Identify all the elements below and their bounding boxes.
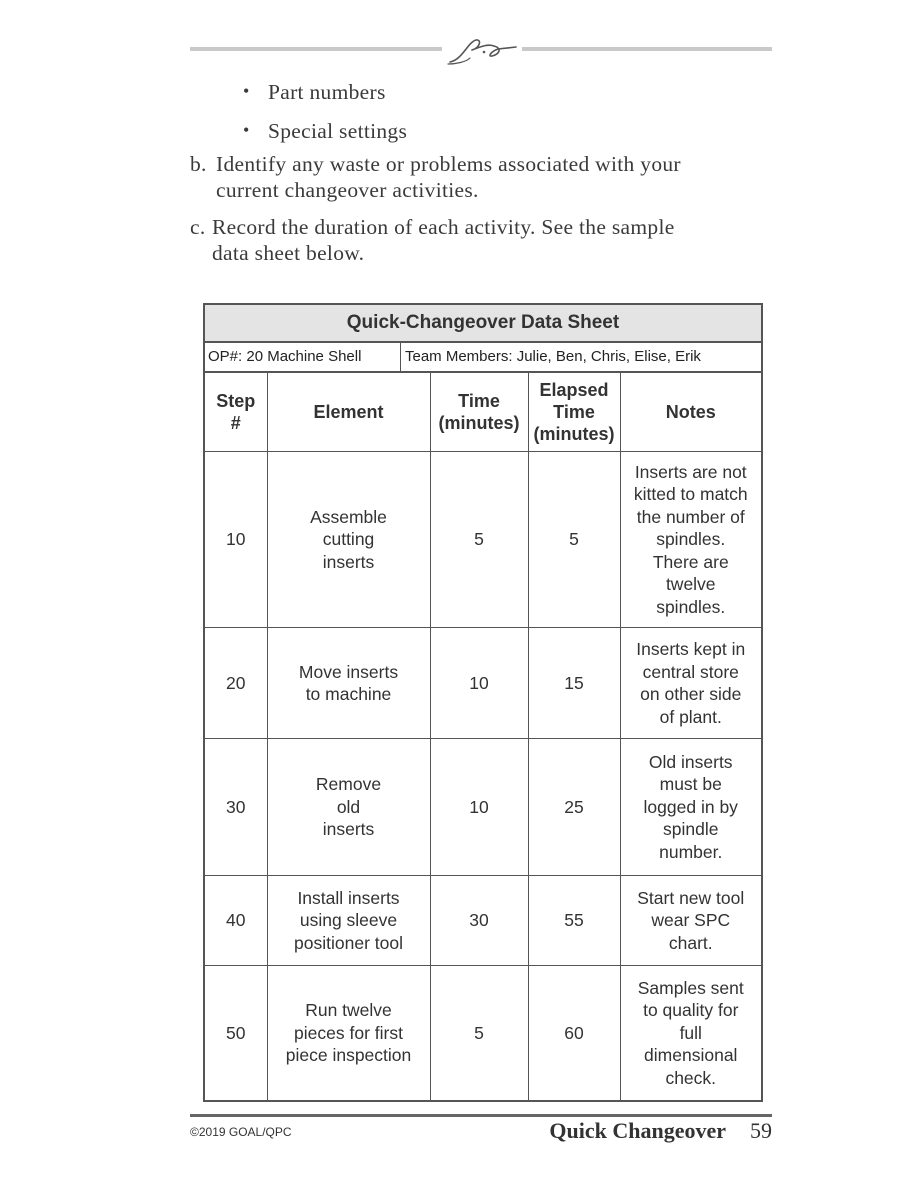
cell-elapsed: 60	[528, 966, 620, 1100]
table-row	[205, 452, 761, 628]
cell-element: Assemble cutting inserts	[267, 452, 430, 628]
cell-notes: Inserts kept in central store on other side of plant.	[620, 628, 761, 739]
team-members: Team Members: Julie, Ben, Chris, Elise, Erik	[405, 348, 701, 365]
table-row	[205, 628, 761, 739]
cell-step: 50	[205, 966, 267, 1100]
cell-element: Move inserts to machine	[267, 628, 430, 739]
cell-time: 5	[430, 452, 528, 628]
cell-notes: Old inserts must be logged in by spindle number.	[620, 739, 761, 876]
cell-time: 10	[430, 739, 528, 876]
bullet-text: Special settings	[268, 119, 408, 143]
paragraph-marker: b.	[190, 152, 207, 176]
paragraph-text: Identify any waste or problems associated with your	[216, 152, 681, 176]
cell-time: 5	[430, 966, 528, 1100]
table-row	[205, 966, 761, 1100]
paragraph-c	[190, 214, 772, 270]
changeover-data-sheet	[203, 303, 763, 1102]
copyright-text: ©2019 GOAL/QPC	[190, 1125, 292, 1139]
data-table	[205, 373, 761, 1100]
cell-step: 40	[205, 876, 267, 966]
cell-elapsed: 55	[528, 876, 620, 966]
paragraph-text: data sheet below.	[212, 241, 365, 265]
flourish-ornament-icon	[442, 34, 522, 70]
cell-element: Install inserts using sleeve positioner tool	[267, 876, 430, 966]
cell-step: 30	[205, 739, 267, 876]
book-title: Quick Changeover	[549, 1118, 726, 1143]
cell-step: 20	[205, 628, 267, 739]
cell-elapsed: 15	[528, 628, 620, 739]
footer-rule	[190, 1114, 772, 1117]
cell-time: 30	[430, 876, 528, 966]
cell-time: 10	[430, 628, 528, 739]
cell-elapsed: 5	[528, 452, 620, 628]
cell-step: 10	[205, 452, 267, 628]
cell-element: Remove old inserts	[267, 739, 430, 876]
column-header-time: Time (minutes)	[430, 373, 528, 452]
paragraph-text: current changeover activities.	[216, 178, 479, 202]
column-header-step: Step #	[205, 373, 267, 452]
page-number: 59	[750, 1118, 772, 1143]
paragraph-b	[190, 151, 772, 207]
column-header-elapsed: Elapsed Time (minutes)	[528, 373, 620, 452]
column-header-element: Element	[267, 373, 430, 452]
sheet-meta-row	[205, 343, 761, 373]
cell-notes: Samples sent to quality for full dimensional check.	[620, 966, 761, 1100]
bullet-text: Part numbers	[268, 80, 386, 104]
running-footer	[549, 1118, 772, 1144]
operation-number: OP#: 20 Machine Shell	[205, 343, 401, 371]
cell-elapsed: 25	[528, 739, 620, 876]
table-row	[205, 739, 761, 876]
table-header-row	[205, 373, 761, 452]
paragraph-marker: c.	[190, 215, 206, 239]
cell-notes: Start new tool wear SPC chart.	[620, 876, 761, 966]
table-row	[205, 876, 761, 966]
cell-notes: Inserts are not kitted to match the number of spindles. There are twelve spindles.	[620, 452, 761, 628]
sheet-title: Quick-Changeover Data Sheet	[205, 305, 761, 343]
column-header-notes: Notes	[620, 373, 761, 452]
paragraph-text: Record the duration of each activity. See the sample	[212, 215, 675, 239]
cell-element: Run twelve pieces for first piece inspection	[267, 966, 430, 1100]
